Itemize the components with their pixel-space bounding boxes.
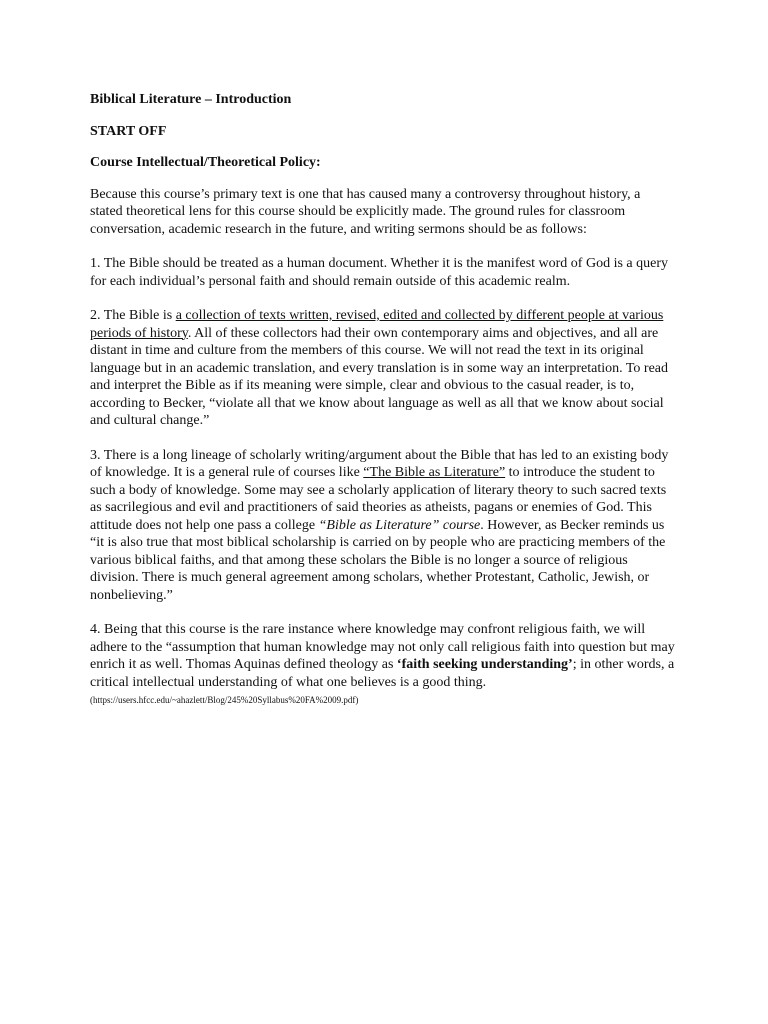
text-run: to introduce the student to such a body of knowledge. Some may see a scholarly application of literary theory to such sacred texts as sacrilegious and evil and practitioners of said theories as atheists, pagans or enemies of God. This attitude does not help one pass a college	[90, 465, 667, 533]
policy-item-4	[90, 621, 675, 710]
policy-item-1	[90, 255, 675, 290]
underlined-text: a collection of texts written, revised, edited and collected by different people at various periods of history	[90, 308, 664, 341]
source-url: (https://users.hfcc.edu/~ahazlett/Blog/245%20Syllabus%20FA%2009.pdf)	[90, 695, 359, 705]
text-run: 4. Being that this course is the rare instance where knowledge may confront religious faith, we will adhere to the “assumption that human knowledge may not only call religious faith into question but may enrich it as well. Thomas Aquinas defined theology as	[90, 622, 675, 672]
italic-text: “Bible as Literature” course	[318, 517, 481, 533]
intro-paragraph: Because this course’s primary text is one that has caused many a controversy throughout history, a stated theoretical lens for this course should be explicitly made. The ground rules for classroom conversation, academic research in the future, and writing sermons should be as follows:	[90, 186, 641, 237]
text-run: 3. There is a long lineage of scholarly writing/argument about the Bible that has led to an existing body of knowledge. It is a general rule of courses like	[90, 447, 669, 480]
text-run: . All of these collectors had their own contemporary aims and objectives, and all are distant in time and culture from the members of this course. We will not read the text in its original language but in an academic translation, and every translation is in some way an interpretation. To read and interpret the Bible as if its meaning were simple, clear and obvious to the casual reader, is to, according to Becker, “violate all that we know about language as well as all that we know about social and cultural change.”	[90, 325, 669, 428]
policy-item-3	[90, 447, 675, 605]
section-heading: START OFF	[90, 123, 167, 139]
policy-item-2	[90, 307, 675, 430]
text-run: . However, as Becker reminds us “it is also true that most biblical scholarship is carried on by people who are practicing members of the various biblical faiths, and that among these scholars the Bible is no longer a source of religious division. There is much general agreement among scholars, whether Protestant, Catholic, Jewish, or nonbelieving.”	[90, 517, 666, 603]
policy-subheading: Course Intellectual/Theoretical Policy:	[90, 155, 321, 170]
underlined-text: “The Bible as Literature”	[363, 465, 506, 480]
policy-list	[90, 255, 675, 710]
document-page	[90, 91, 675, 727]
text-run: 2. The Bible is	[90, 308, 176, 323]
text-run: ; in other words, a critical intellectual understanding of what one believes is a good thing.	[90, 657, 675, 690]
document-title: Biblical Literature – Introduction	[90, 92, 292, 107]
text-run: 1. The Bible should be treated as a human document. Whether it is the manifest word of God is a query for each individual’s personal faith and should remain outside of this academic realm.	[90, 256, 669, 289]
bold-text: ‘faith seeking understanding’	[396, 657, 573, 672]
